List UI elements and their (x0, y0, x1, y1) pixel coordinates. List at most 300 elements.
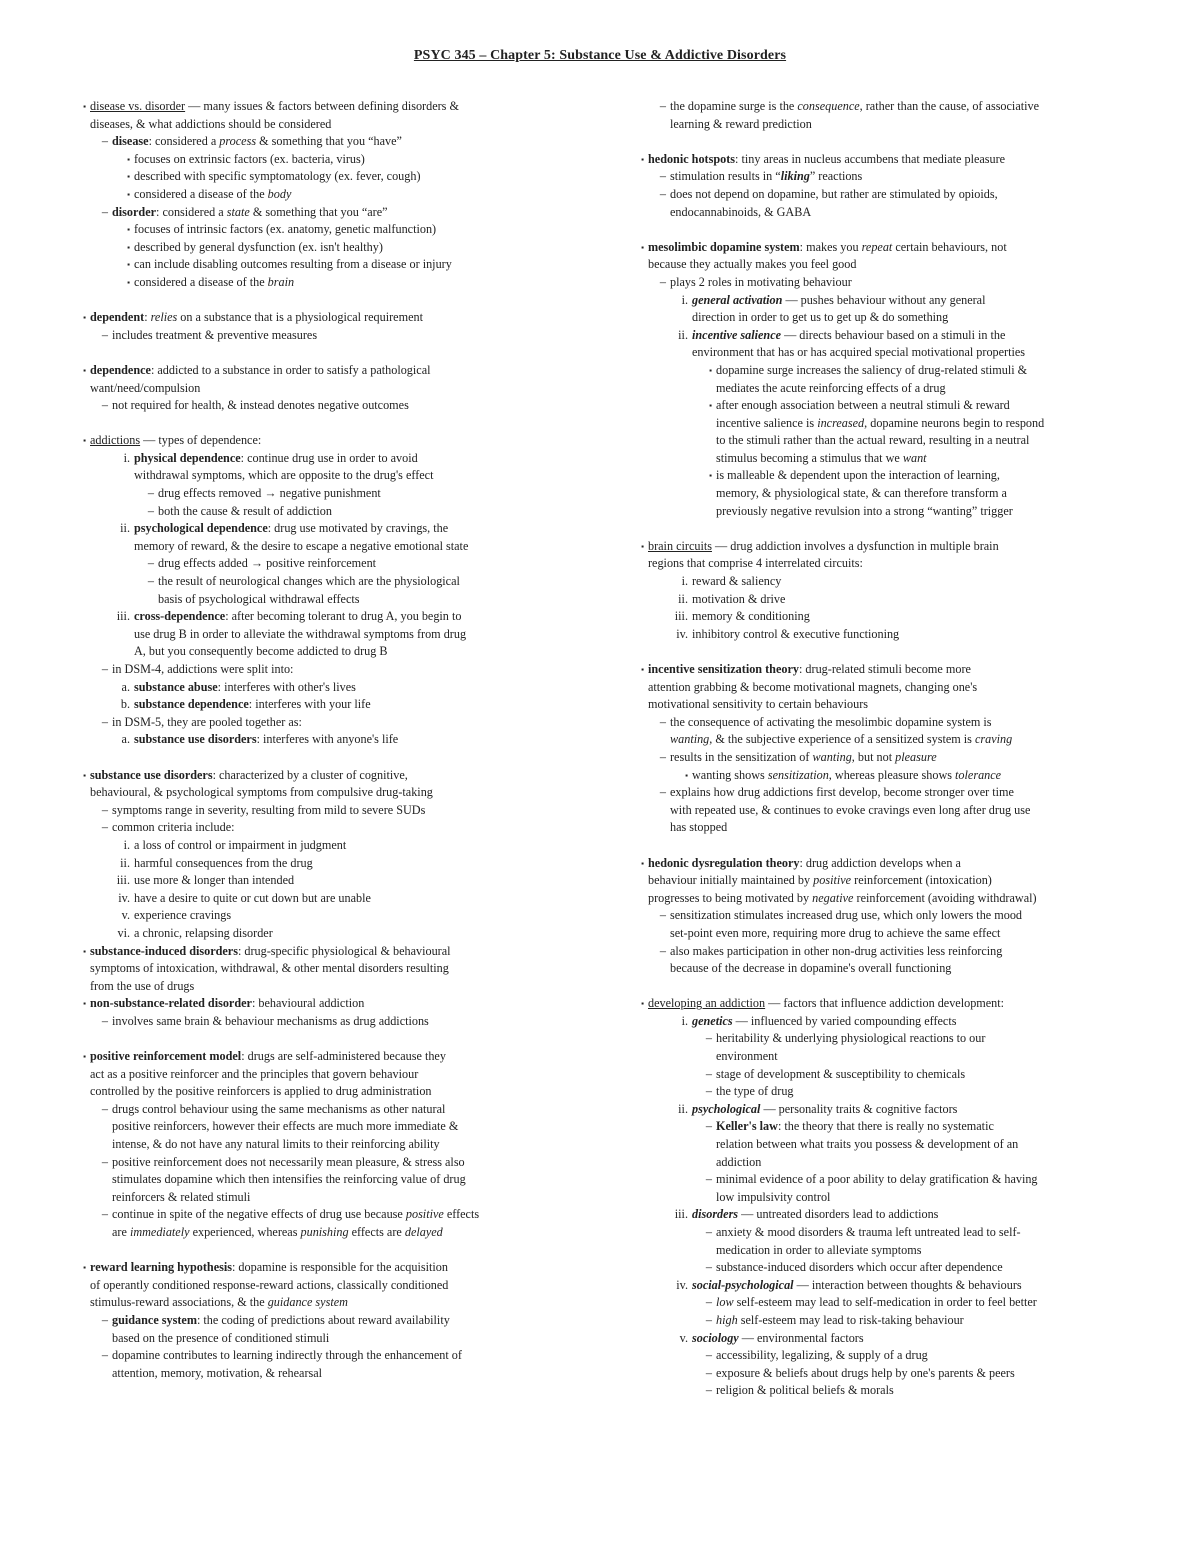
note-line (68, 696, 580, 714)
note-text: stimulus-reward associations, & the (90, 1295, 268, 1310)
note-line (626, 555, 1138, 573)
bullet-marker: ▪ (127, 225, 130, 235)
note-text: : drug-specific physiological & behavioural (237, 943, 451, 958)
note-line (68, 731, 580, 749)
spacer (68, 1242, 580, 1260)
note-text: effects are (348, 1225, 405, 1239)
note-text: with repeated use, & continues to evoke cravings even long after drug use (670, 802, 1031, 817)
emphasis-text: body (267, 186, 292, 201)
emphasis-text: high (716, 1312, 738, 1327)
note-text: both the cause & result of addiction (158, 503, 332, 518)
note-text: — interaction between thoughts & behaviours (793, 1277, 1022, 1292)
emphasis-text: low (716, 1295, 734, 1310)
emphasis-text: immediately (129, 1225, 190, 1239)
bullet-marker: ▪ (127, 242, 130, 252)
list-marker: i. (123, 450, 130, 465)
note-line (626, 802, 1138, 820)
note-text: experienced, whereas (189, 1225, 301, 1239)
note-text: , but not (851, 749, 896, 764)
term-label: Keller's law (716, 1119, 778, 1134)
note-line (68, 907, 580, 925)
note-text: diseases, & what addictions should be considered (90, 116, 332, 131)
list-marker: – (147, 556, 154, 571)
list-marker: – (101, 802, 108, 817)
note-text: direction in order to get us to get up & do something (692, 310, 949, 325)
list-marker: – (101, 1207, 108, 1222)
note-text: progresses to being motivated by (648, 890, 813, 905)
note-line (626, 1382, 1138, 1400)
list-marker: – (705, 1119, 712, 1134)
note-text: incentive salience is (716, 415, 818, 430)
term-label: incentive salience (692, 327, 782, 342)
note-text: not required for health, & instead denotes negative outcomes (112, 398, 409, 413)
list-marker: – (101, 820, 108, 835)
note-text: low impulsivity control (716, 1189, 831, 1204)
note-text: addiction (716, 1154, 762, 1169)
emphasis-text: punishing (300, 1225, 349, 1239)
note-text: : characterized by a cluster of cognitive, (212, 767, 408, 782)
note-line (68, 943, 580, 961)
list-marker: – (147, 503, 154, 518)
list-marker: iv. (676, 626, 688, 641)
note-line (68, 274, 580, 292)
list-marker: b. (120, 697, 130, 712)
note-line (68, 116, 580, 134)
note-text: symptoms range in severity, resulting from mild to severe SUDs (112, 802, 426, 817)
note-text: endocannabinoids, & GABA (670, 204, 812, 219)
spacer (626, 221, 1138, 239)
note-line (68, 555, 580, 573)
page-title: PSYC 345 – Chapter 5: Substance Use & Addictive Disorders (413, 48, 787, 63)
note-text: inhibitory control & executive functioning (692, 626, 900, 641)
term-label: substance use disorders (134, 732, 257, 747)
note-line (626, 591, 1138, 609)
note-line (626, 1347, 1138, 1365)
note-line (626, 186, 1138, 204)
note-line (626, 661, 1138, 679)
note-text: — influenced by varied compounding effects (732, 1013, 957, 1028)
term-label: dependence (90, 362, 151, 377)
term-label: psychological (692, 1101, 761, 1116)
bullet-marker: ▪ (127, 277, 130, 287)
note-text: : interferes with other's lives (217, 679, 356, 694)
note-text: , dopamine neurons begin to respond (864, 415, 1045, 430)
list-marker: – (101, 714, 108, 729)
note-line (68, 1118, 580, 1136)
bullet-marker: ▪ (127, 172, 130, 182)
spacer (68, 415, 580, 433)
note-line (626, 995, 1138, 1013)
note-text: — personality traits & cognitive factors (760, 1101, 958, 1116)
note-text: , whereas pleasure shows (828, 767, 956, 782)
emphasis-text: pleasure (895, 749, 937, 764)
term-label: non-substance-related disorder (90, 996, 252, 1011)
term-label: guidance system (112, 1312, 197, 1327)
bullet-marker: ▪ (641, 541, 644, 551)
note-text: drug effects removed → negative punishment (158, 486, 381, 501)
note-line (68, 1330, 580, 1348)
bullet-marker: ▪ (127, 154, 130, 164)
note-text: motivation & drive (692, 591, 786, 606)
note-line (626, 749, 1138, 767)
note-line (626, 907, 1138, 925)
note-text: — many issues & factors between defining disorders & (185, 99, 459, 113)
note-line (626, 1224, 1138, 1242)
term-label: cross-dependence (134, 609, 226, 624)
note-text: based on the presence of conditioned stimuli (112, 1330, 330, 1345)
note-line (626, 1171, 1138, 1189)
note-line (68, 538, 580, 556)
note-line (68, 221, 580, 239)
note-text: environment that has or has acquired special motivational properties (692, 345, 1026, 360)
spacer (68, 344, 580, 362)
note-line (626, 679, 1138, 697)
list-marker: – (101, 1154, 108, 1169)
note-text: have a desire to quite or cut down but are unable (134, 890, 371, 905)
note-text: drugs control behaviour using the same mechanisms as other natural (112, 1101, 446, 1116)
note-line (626, 1048, 1138, 1066)
note-text: reinforcement (intoxication) (851, 873, 992, 888)
emphasis-text: positive (405, 1207, 444, 1222)
bullet-marker: ▪ (83, 946, 86, 956)
spacer (68, 749, 580, 767)
note-text: after enough association between a neutral stimuli & reward (716, 398, 1010, 413)
note-text: described by general dysfunction (ex. isn't healthy) (134, 239, 383, 254)
note-line (626, 573, 1138, 591)
note-line (68, 643, 580, 661)
list-marker: – (659, 99, 666, 113)
note-line (626, 890, 1138, 908)
note-line (68, 855, 580, 873)
note-line (626, 485, 1138, 503)
note-text: medication in order to alleviate symptoms (716, 1242, 922, 1257)
note-line (68, 1066, 580, 1084)
note-line (68, 362, 580, 380)
note-line (68, 714, 580, 732)
list-marker: – (705, 1031, 712, 1046)
note-line (626, 327, 1138, 345)
list-marker: iv. (676, 1277, 688, 1292)
note-text: religion & political beliefs & morals (716, 1383, 894, 1398)
emphasis-text: want (902, 450, 927, 465)
spacer (626, 643, 1138, 661)
note-line (68, 1101, 580, 1119)
note-line (626, 450, 1138, 468)
note-text: previously negative revulsion into a strong “wanting” trigger (716, 503, 1013, 518)
list-marker: i. (681, 1013, 688, 1028)
bullet-marker: ▪ (83, 313, 86, 323)
note-line (68, 1312, 580, 1330)
term-label: disorder (112, 204, 157, 219)
note-text: symptoms of intoxication, withdrawal, & other mental disorders resulting (90, 961, 449, 976)
note-line (626, 1083, 1138, 1101)
list-marker: – (705, 1383, 712, 1398)
note-text: common criteria include: (112, 820, 235, 835)
spacer (626, 837, 1138, 855)
spacer (626, 520, 1138, 538)
note-text: — untreated disorders lead to addictions (738, 1207, 939, 1222)
note-line (626, 1312, 1138, 1330)
note-text: behaviour initially maintained by (648, 873, 814, 888)
note-text: stage of development & susceptibility to chemicals (716, 1066, 966, 1081)
note-text: use more & longer than intended (134, 873, 295, 888)
term-label: substance abuse (134, 679, 218, 694)
note-line (626, 855, 1138, 873)
note-text: — drug addiction involves a dysfunction in multiple brain (711, 538, 999, 553)
note-line (68, 1224, 580, 1242)
list-marker: v. (679, 1330, 688, 1345)
emphasis-text: guidance system (267, 1295, 348, 1310)
note-text: a chronic, relapsing disorder (134, 925, 273, 940)
note-line (626, 608, 1138, 626)
note-text: memory, & physiological state, & can therefore transform a (716, 486, 1007, 501)
note-text: environment (716, 1049, 778, 1064)
note-text: : addicted to a substance in order to satisfy a pathological (150, 362, 431, 377)
note-text: involves same brain & behaviour mechanisms as drug addictions (112, 1013, 429, 1028)
note-text: positive reinforcement does not necessarily mean pleasure, & stress also (112, 1154, 465, 1169)
emphasis-text: positive (813, 873, 852, 888)
note-text: accessibility, legalizing, & supply of a drug (716, 1348, 928, 1363)
list-marker: i. (681, 292, 688, 307)
term-label: disorders (692, 1207, 739, 1222)
note-text: : (144, 310, 151, 325)
note-line (626, 626, 1138, 644)
note-line (68, 1048, 580, 1066)
list-marker: ii. (678, 1101, 688, 1116)
note-text: : drug addiction develops when a (799, 855, 961, 870)
note-text: heritability & underlying physiological reactions to our (716, 1031, 986, 1046)
note-text: reward & saliency (692, 574, 782, 589)
note-text: basis of psychological withdrawal effects (158, 591, 360, 606)
note-text: of operantly conditioned response-reward actions, classically conditioned (90, 1277, 449, 1292)
note-line (68, 432, 580, 450)
term-label: substance-induced disorders (90, 943, 238, 958)
note-text: self-esteem may lead to self-medication in order to feel better (733, 1295, 1037, 1310)
note-text: — directs behaviour based on a stimuli in the (781, 327, 1006, 342)
emphasis-text: brain (267, 274, 295, 289)
bullet-marker: ▪ (127, 260, 130, 270)
emphasis-text: wanting (670, 732, 710, 747)
emphasis-text: sensitization (767, 767, 829, 782)
note-text: withdrawal symptoms, which are opposite to the drug's effect (134, 468, 434, 483)
note-text: certain behaviours, not (892, 239, 1007, 254)
list-marker: ii. (120, 855, 130, 870)
note-text: are (112, 1225, 130, 1239)
emphasis-text: tolerance (955, 767, 1002, 782)
note-line (626, 1294, 1138, 1312)
right-column (626, 98, 1138, 1400)
note-line (626, 714, 1138, 732)
list-marker: iv. (118, 890, 130, 905)
note-line (68, 1171, 580, 1189)
note-line (626, 1242, 1138, 1260)
note-text: : tiny areas in nucleus accumbens that mediate pleasure (735, 151, 1006, 166)
note-text: : dopamine is responsible for the acquisition (231, 1260, 448, 1275)
note-line (68, 1259, 580, 1277)
list-marker: a. (121, 732, 130, 747)
note-text: reinforcers & related stimuli (112, 1189, 251, 1204)
bullet-marker: ▪ (83, 1263, 86, 1273)
note-text: also makes participation in other non-drug activities less reinforcing (670, 943, 1003, 958)
note-line (68, 872, 580, 890)
list-marker: – (705, 1225, 712, 1239)
bullet-marker: ▪ (709, 471, 712, 481)
note-text: : the theory that there is really no systematic (777, 1119, 994, 1134)
note-line (626, 767, 1138, 785)
note-line (68, 1154, 580, 1172)
note-text: : considered a (148, 134, 220, 149)
note-text: stimulus becoming a stimulus that we (716, 450, 903, 465)
list-marker: ii. (678, 591, 688, 606)
note-text: : drugs are self-administered because they (241, 1049, 446, 1064)
note-line (626, 1136, 1138, 1154)
list-marker: – (101, 1101, 108, 1116)
term-label: substance dependence (134, 697, 249, 712)
emphasis-text: delayed (404, 1225, 443, 1239)
list-marker: – (705, 1365, 712, 1380)
emphasis-text: increased (817, 415, 865, 430)
note-text: focuses on extrinsic factors (ex. bacteria, virus) (134, 151, 365, 166)
note-text: — environmental factors (738, 1330, 864, 1345)
left-column (68, 98, 580, 1382)
note-text: because of the decrease in dopamine's overall functioning (670, 961, 952, 976)
emphasis-text: consequence (797, 99, 860, 113)
note-line (626, 98, 1138, 116)
term-label: genetics (692, 1013, 733, 1028)
note-line (68, 380, 580, 398)
note-line (626, 274, 1138, 292)
list-marker: iii. (674, 1207, 688, 1222)
note-text: — factors that influence addiction development: (765, 996, 1005, 1011)
note-line (68, 767, 580, 785)
note-line (626, 872, 1138, 890)
note-text: self-esteem may lead to risk-taking behaviour (737, 1312, 964, 1327)
list-marker: – (659, 908, 666, 923)
note-text: wanting shows (692, 767, 768, 782)
note-line (626, 116, 1138, 134)
note-text: — pushes behaviour without any general (782, 292, 986, 307)
note-line (626, 925, 1138, 943)
bullet-marker: ▪ (641, 665, 644, 674)
note-line (68, 1206, 580, 1224)
list-marker: – (705, 1295, 712, 1310)
list-marker: – (101, 1312, 108, 1327)
note-text: continue in spite of the negative effects of drug use because (112, 1207, 406, 1222)
note-text: effects (443, 1207, 480, 1222)
note-text: attention, memory, motivation, & rehearsal (112, 1365, 323, 1380)
term-label: social-psychological (692, 1277, 794, 1292)
list-marker: v. (121, 908, 130, 923)
note-text: in DSM-4, addictions were split into: (112, 662, 294, 676)
note-line (68, 960, 580, 978)
list-marker: – (101, 327, 108, 342)
note-line (626, 943, 1138, 961)
note-line (68, 133, 580, 151)
note-line (68, 925, 580, 943)
note-line (68, 1294, 580, 1312)
note-text: controlled by the positive reinforcers is applied to drug administration (90, 1084, 432, 1099)
note-line (626, 309, 1138, 327)
note-line (626, 1206, 1138, 1224)
list-marker: – (101, 1013, 108, 1028)
note-text: intense, & do not have any natural limits to their reinforcing ability (112, 1137, 440, 1152)
note-line (626, 503, 1138, 521)
list-marker: – (659, 169, 666, 184)
list-marker: – (705, 1066, 712, 1081)
note-line (68, 1189, 580, 1207)
note-line (626, 256, 1138, 274)
note-line (68, 256, 580, 274)
note-line (626, 784, 1138, 802)
note-text: exposure & beliefs about drugs help by one's parents & peers (716, 1365, 1015, 1380)
note-line (626, 1101, 1138, 1119)
note-text: act as a positive reinforcer and the principles that govern behaviour (90, 1066, 419, 1081)
list-marker: – (101, 1348, 108, 1363)
list-marker: – (147, 486, 154, 501)
list-marker: – (147, 574, 154, 589)
bullet-marker: ▪ (641, 858, 644, 868)
note-text: relation between what traits you possess & development of an (716, 1137, 1019, 1152)
note-text: a loss of control or impairment in judgment (134, 837, 347, 852)
note-line (68, 591, 580, 609)
list-marker: – (659, 714, 666, 729)
list-marker: – (659, 749, 666, 764)
note-line (68, 309, 580, 327)
note-line (68, 168, 580, 186)
list-marker: iii. (116, 609, 130, 624)
section-heading: developing an addiction (648, 996, 766, 1011)
term-label: general activation (692, 292, 783, 307)
note-line (626, 292, 1138, 310)
note-line (68, 467, 580, 485)
note-line (626, 1013, 1138, 1031)
note-text: experience cravings (134, 908, 232, 923)
bullet-marker: ▪ (83, 999, 86, 1009)
note-line (68, 837, 580, 855)
section-heading: disease vs. disorder (90, 99, 186, 113)
note-text: plays 2 roles in motivating behaviour (670, 274, 852, 289)
note-line (68, 98, 580, 116)
note-text: — types of dependence: (140, 433, 262, 448)
note-text: : the coding of predictions about reward availability (196, 1312, 450, 1327)
note-text: : interferes with anyone's life (256, 732, 399, 747)
term-label: positive reinforcement model (90, 1049, 242, 1064)
note-text: reinforcement (avoiding withdrawal) (853, 890, 1037, 905)
list-marker: iii. (116, 873, 130, 888)
note-text: : continue drug use in order to avoid (240, 450, 418, 465)
note-line (68, 661, 580, 679)
note-line (626, 1066, 1138, 1084)
note-text: dopamine surge increases the saliency of drug-related stimuli & (716, 362, 1028, 377)
note-text: described with specific symptomatology (ex. fever, cough) (134, 169, 421, 184)
note-text: considered a disease of the (134, 274, 268, 289)
term-label: reward learning hypothesis (90, 1260, 232, 1275)
bullet-marker: ▪ (641, 999, 644, 1009)
note-text: : after becoming tolerant to drug A, you begin to (225, 609, 462, 624)
note-line (626, 239, 1138, 257)
note-text: has stopped (670, 820, 728, 835)
list-marker: – (101, 662, 108, 676)
list-marker: – (705, 1084, 712, 1099)
note-text: substance-induced disorders which occur after dependence (716, 1260, 1003, 1275)
note-line (626, 1330, 1138, 1348)
note-text: the type of drug (716, 1084, 794, 1099)
note-line (68, 450, 580, 468)
note-text: explains how drug addictions first develop, become stronger over time (670, 785, 1014, 800)
note-line (626, 168, 1138, 186)
note-text: drug effects added → positive reinforcement (158, 556, 377, 571)
note-text: harmful consequences from the drug (134, 855, 313, 870)
